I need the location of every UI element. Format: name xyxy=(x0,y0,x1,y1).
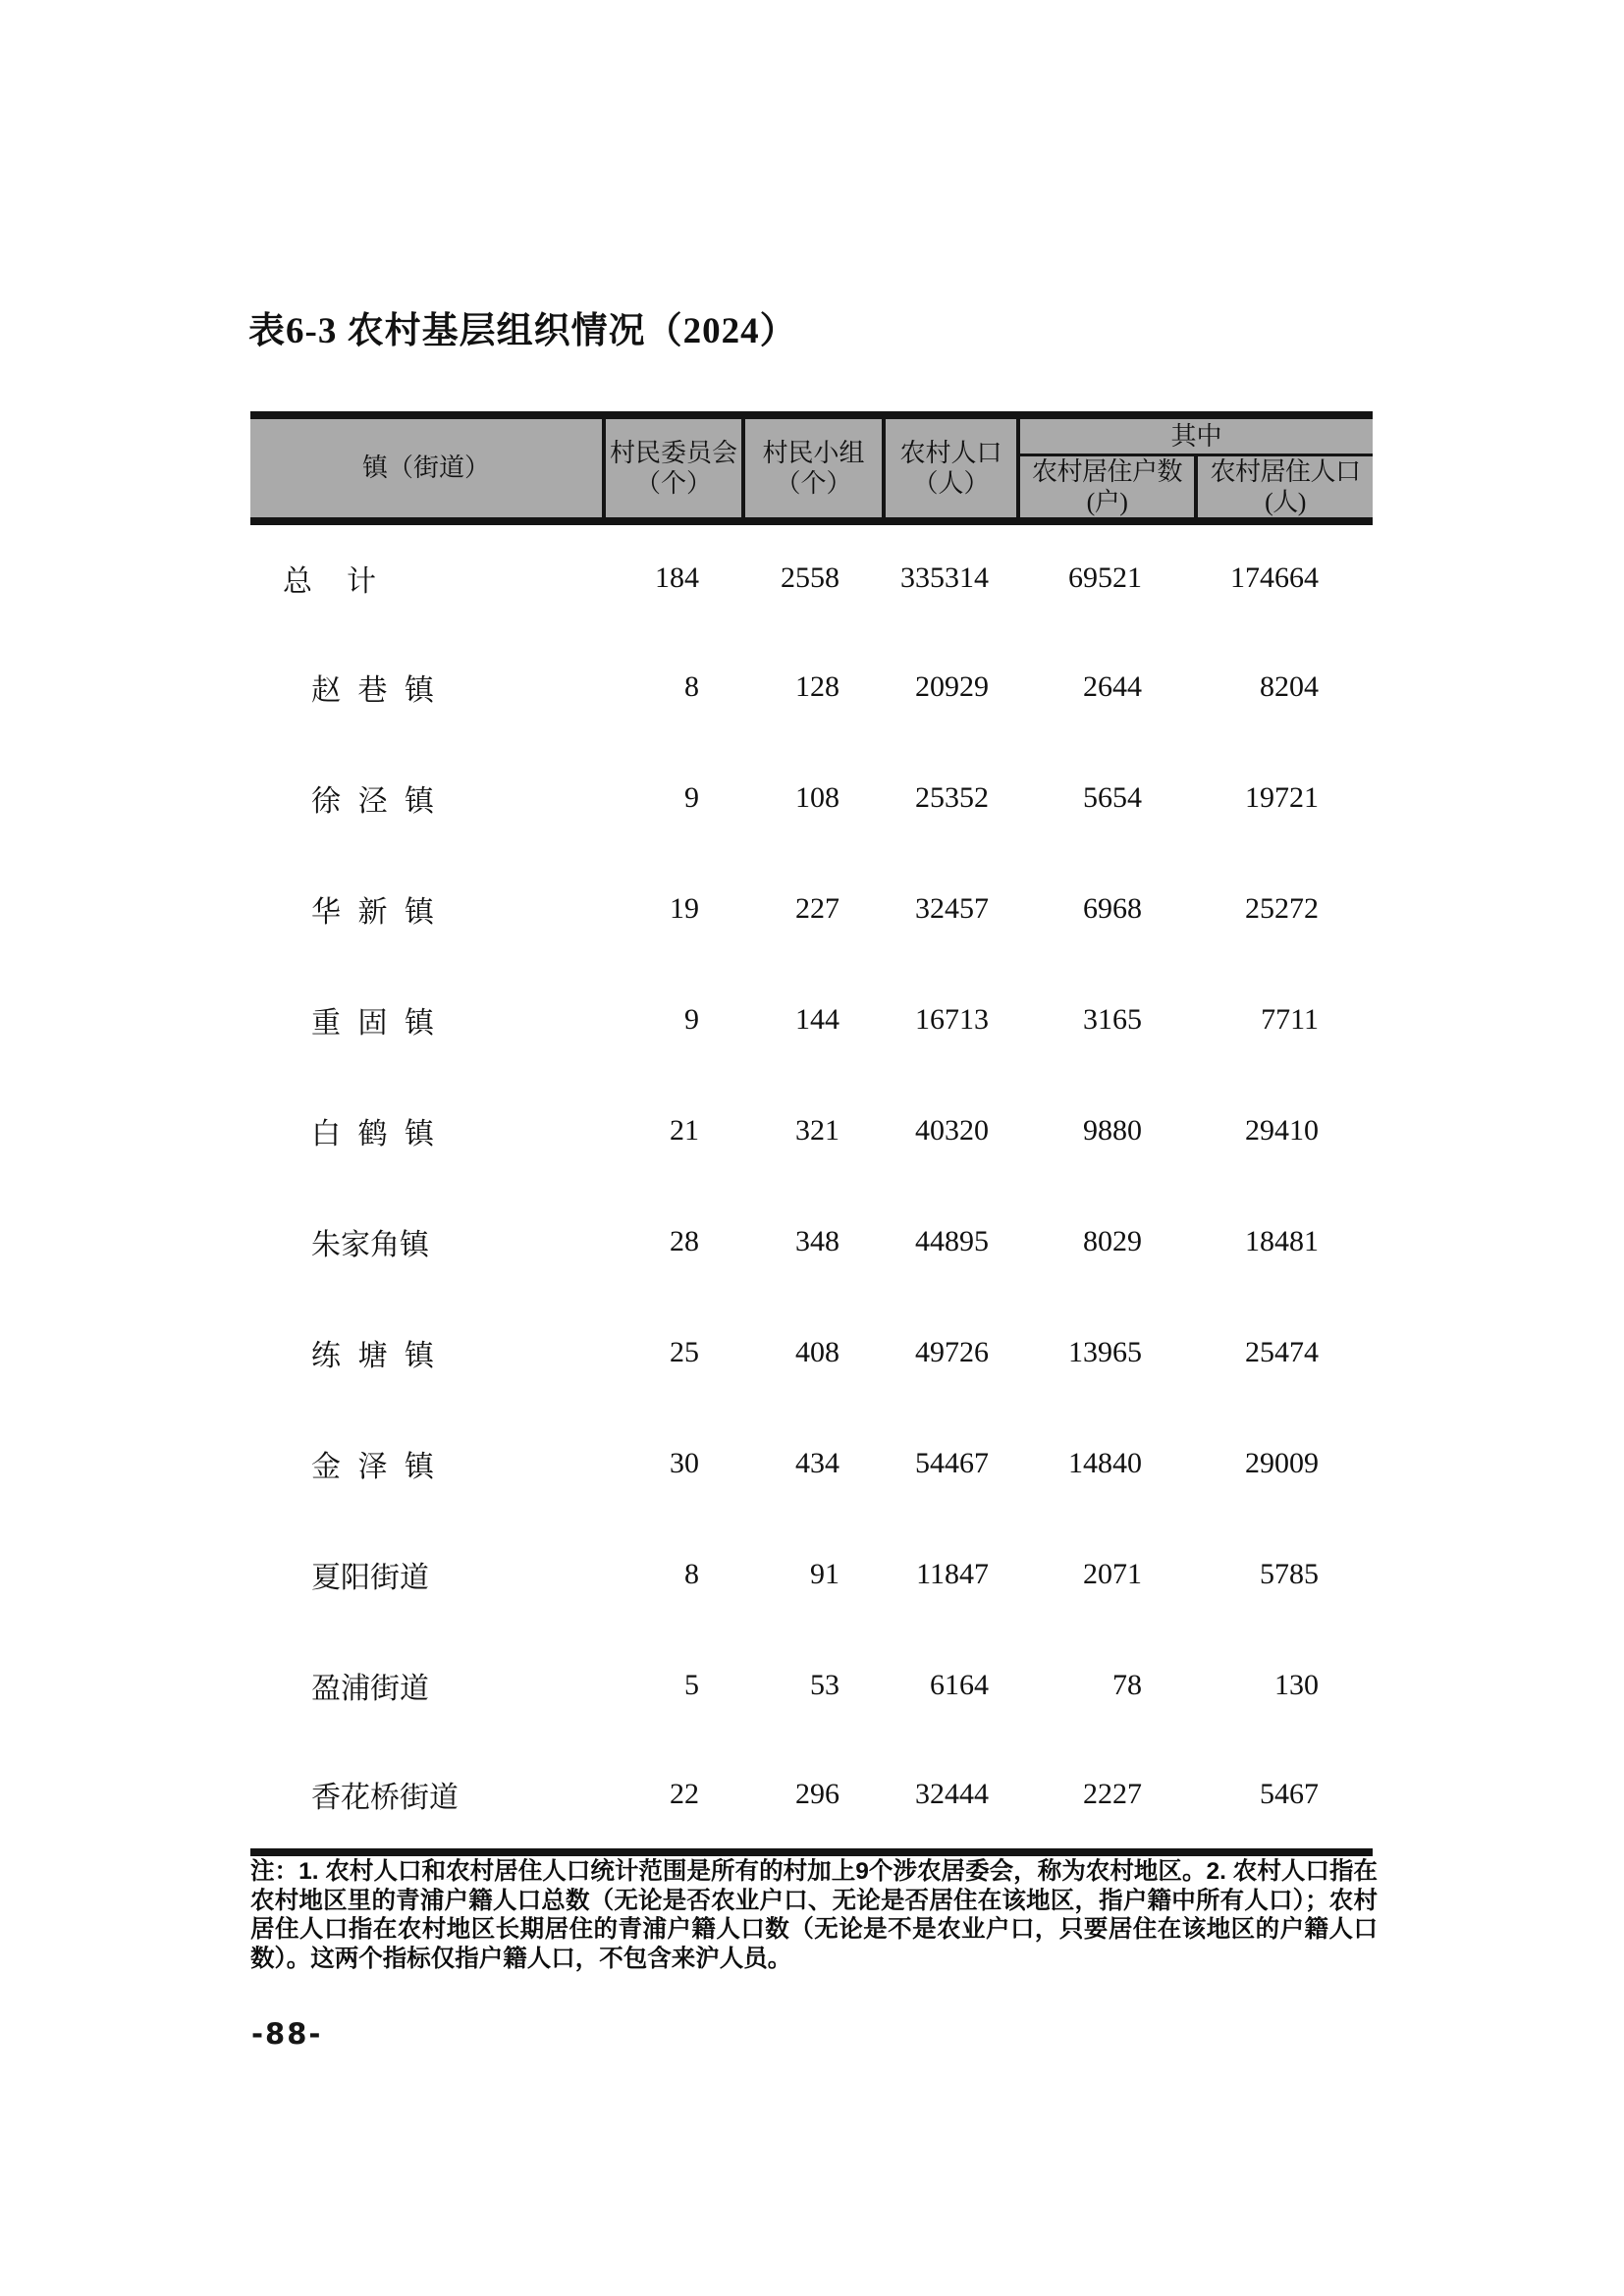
cell-rural-population: 32444 xyxy=(884,1741,1018,1852)
cell-resident-population: 5467 xyxy=(1196,1741,1373,1852)
cell-groups: 434 xyxy=(743,1409,884,1520)
cell-groups: 108 xyxy=(743,743,884,854)
table-row xyxy=(250,1520,1373,1630)
cell-resident-population: 29410 xyxy=(1196,1076,1373,1187)
cell-committees: 21 xyxy=(604,1076,743,1187)
table-row xyxy=(250,965,1373,1076)
row-name: 华 新 镇 xyxy=(250,854,604,965)
cell-committees: 184 xyxy=(604,521,743,632)
header-villager-groups-line1: 村民小组 xyxy=(762,438,865,467)
table-row xyxy=(250,632,1373,743)
cell-rural-population: 49726 xyxy=(884,1298,1018,1409)
header-town-street: 镇（街道） xyxy=(250,415,604,521)
cell-rural-population: 54467 xyxy=(884,1409,1018,1520)
cell-resident-population: 25272 xyxy=(1196,854,1373,965)
table-row xyxy=(250,1409,1373,1520)
row-name: 赵 巷 镇 xyxy=(250,632,604,743)
cell-committees: 8 xyxy=(604,1520,743,1630)
row-name: 徐 泾 镇 xyxy=(250,743,604,854)
row-name: 香花桥街道 xyxy=(250,1741,604,1852)
cell-groups: 53 xyxy=(743,1630,884,1741)
cell-resident-population: 174664 xyxy=(1196,521,1373,632)
cell-groups: 144 xyxy=(743,965,884,1076)
cell-resident-population: 130 xyxy=(1196,1630,1373,1741)
cell-groups: 2558 xyxy=(743,521,884,632)
cell-resident-households: 9880 xyxy=(1018,1076,1196,1187)
cell-rural-population: 16713 xyxy=(884,965,1018,1076)
row-name: 盈浦街道 xyxy=(250,1630,604,1741)
rural-organizations-table xyxy=(250,411,1373,1856)
cell-committees: 28 xyxy=(604,1187,743,1298)
cell-resident-households: 2227 xyxy=(1018,1741,1196,1852)
cell-resident-population: 5785 xyxy=(1196,1520,1373,1630)
cell-resident-households: 69521 xyxy=(1018,521,1196,632)
cell-rural-population: 20929 xyxy=(884,632,1018,743)
header-village-committees xyxy=(604,415,743,521)
header-villager-groups-line2: （个） xyxy=(775,468,852,498)
row-name: 练 塘 镇 xyxy=(250,1298,604,1409)
cell-groups: 296 xyxy=(743,1741,884,1852)
cell-committees: 8 xyxy=(604,632,743,743)
header-rural-population-line1: 农村人口 xyxy=(899,438,1002,467)
table-footnote: 注：1. 农村人口和农村居住人口统计范围是所有的村加上9个涉农居委会，称为农村地区。2. 农村人口指在农村地区里的青浦户籍人口总数（无论是否农业户口、无论是否居住在该地区，指户籍中所有人口）；农村居住人口指在农村地区长期居住的青浦户籍人口数（无论是不是农业户口，只要居住在该地区的户籍人口数）。这两个指标仅指户籍人口，不包含来沪人员。 xyxy=(250,1858,1378,1972)
row-name: 重 固 镇 xyxy=(250,965,604,1076)
cell-resident-households: 2644 xyxy=(1018,632,1196,743)
cell-resident-households: 8029 xyxy=(1018,1187,1196,1298)
table-row xyxy=(250,1298,1373,1409)
table-row xyxy=(250,1076,1373,1187)
table-header xyxy=(250,415,1373,521)
row-name: 夏阳街道 xyxy=(250,1520,604,1630)
cell-resident-population: 19721 xyxy=(1196,743,1373,854)
table-row-total xyxy=(250,521,1373,632)
cell-resident-population: 25474 xyxy=(1196,1298,1373,1409)
row-name: 朱家角镇 xyxy=(250,1187,604,1298)
cell-rural-population: 335314 xyxy=(884,521,1018,632)
cell-groups: 128 xyxy=(743,632,884,743)
table-row xyxy=(250,1741,1373,1852)
table-body xyxy=(250,521,1373,1852)
table-row xyxy=(250,1630,1373,1741)
cell-resident-households: 2071 xyxy=(1018,1520,1196,1630)
cell-resident-population: 7711 xyxy=(1196,965,1373,1076)
row-name: 总 计 xyxy=(250,521,604,632)
table-row xyxy=(250,1187,1373,1298)
cell-committees: 9 xyxy=(604,743,743,854)
cell-committees: 5 xyxy=(604,1630,743,1741)
cell-rural-population: 11847 xyxy=(884,1520,1018,1630)
cell-groups: 227 xyxy=(743,854,884,965)
cell-committees: 30 xyxy=(604,1409,743,1520)
cell-resident-households: 14840 xyxy=(1018,1409,1196,1520)
cell-committees: 9 xyxy=(604,965,743,1076)
cell-rural-population: 6164 xyxy=(884,1630,1018,1741)
cell-committees: 19 xyxy=(604,854,743,965)
cell-resident-households: 3165 xyxy=(1018,965,1196,1076)
header-resident-population: 农村居住人口(人) xyxy=(1196,454,1373,521)
cell-committees: 22 xyxy=(604,1741,743,1852)
row-name: 白 鹤 镇 xyxy=(250,1076,604,1187)
cell-rural-population: 40320 xyxy=(884,1076,1018,1187)
cell-resident-households: 78 xyxy=(1018,1630,1196,1741)
header-rural-population xyxy=(884,415,1018,521)
header-group-among: 其中 xyxy=(1018,415,1373,454)
cell-resident-households: 13965 xyxy=(1018,1298,1196,1409)
cell-groups: 91 xyxy=(743,1520,884,1630)
cell-rural-population: 25352 xyxy=(884,743,1018,854)
cell-resident-households: 5654 xyxy=(1018,743,1196,854)
header-village-committees-line1: 村民委员会 xyxy=(609,438,737,467)
page-title: 表6-3 农村基层组织情况（2024） xyxy=(248,311,797,351)
table-row xyxy=(250,743,1373,854)
cell-rural-population: 44895 xyxy=(884,1187,1018,1298)
header-rural-population-line2: （人） xyxy=(912,468,990,498)
page-number: -88- xyxy=(251,2017,323,2051)
table-row xyxy=(250,854,1373,965)
header-village-committees-line2: （个） xyxy=(634,468,712,498)
cell-resident-population: 29009 xyxy=(1196,1409,1373,1520)
header-villager-groups xyxy=(743,415,884,521)
cell-groups: 321 xyxy=(743,1076,884,1187)
header-resident-households: 农村居住户数(户) xyxy=(1018,454,1196,521)
cell-committees: 25 xyxy=(604,1298,743,1409)
row-name: 金 泽 镇 xyxy=(250,1409,604,1520)
cell-rural-population: 32457 xyxy=(884,854,1018,965)
cell-resident-population: 18481 xyxy=(1196,1187,1373,1298)
cell-resident-population: 8204 xyxy=(1196,632,1373,743)
cell-resident-households: 6968 xyxy=(1018,854,1196,965)
cell-groups: 408 xyxy=(743,1298,884,1409)
cell-groups: 348 xyxy=(743,1187,884,1298)
